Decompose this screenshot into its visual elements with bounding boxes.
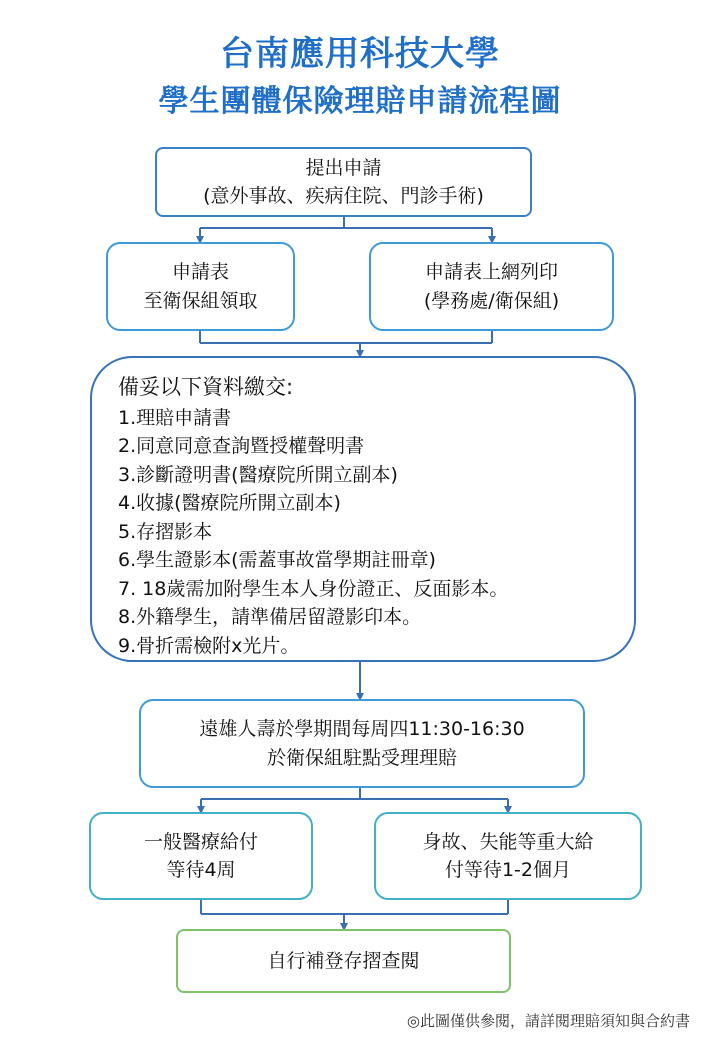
- step-form-print-line1: 申請表上網列印: [424, 261, 558, 283]
- title-flowchart: 學生團體保險理賠申請流程圖: [158, 84, 562, 119]
- step-service-hours: [139, 699, 585, 788]
- documents-heading: 備妥以下資料繳交:: [118, 375, 294, 399]
- step-form-pickup-line2: 至衛保組領取: [143, 289, 258, 312]
- step-major-payout: [374, 812, 642, 900]
- step-submit-application: [155, 147, 532, 217]
- step-final-line1: 自行補登存摺查閱: [267, 949, 420, 972]
- step-documents: [90, 356, 636, 662]
- documents-item: 4.收據(醫療院所開立副本): [118, 492, 341, 514]
- step-service-line1: 遠雄人壽於學期間每周四11:30-16:30: [199, 718, 525, 740]
- step-form-pickup-line1: 申請表: [171, 261, 229, 283]
- step-major-line2: 付等待1-2個月: [444, 859, 572, 881]
- footnote: ◎此圖僅供參閱，請詳閱理賠須知與合約書: [406, 1012, 690, 1030]
- step-submit-line1: 提出申請: [305, 156, 382, 179]
- step-general-line2: 等待4周: [166, 859, 236, 881]
- step-general-line1: 一般醫療給付: [143, 830, 258, 853]
- step-major-line1: 身故、失能等重大給: [422, 830, 594, 853]
- title-school: 台南應用科技大學: [220, 34, 500, 74]
- step-form-print-line2: (學務處/衛保組): [423, 289, 560, 312]
- documents-item: 8.外籍學生，請準備居留證影印本。: [118, 606, 422, 628]
- documents-item: 2.同意同意查詢暨授權聲明書: [118, 435, 365, 457]
- documents-item: 3.診斷證明書(醫療院所開立副本): [118, 463, 398, 486]
- step-form-pickup: [106, 242, 295, 331]
- documents-item: 1.理賠申請書: [118, 406, 232, 429]
- step-general-medical: [89, 812, 313, 900]
- documents-item: 5.存摺影本: [118, 520, 213, 543]
- step-form-print: [369, 242, 614, 331]
- step-submit-line2: (意外事故、疾病住院、門診手術): [203, 185, 484, 207]
- documents-item: 9.骨折需檢附x光片。: [118, 634, 300, 657]
- step-check-passbook: [176, 929, 511, 993]
- documents-item: 6.學生證影本(需蓋事故當學期註冊章): [118, 549, 436, 571]
- documents-item: 7. 18歲需加附學生本人身份證正、反面影本。: [118, 577, 509, 600]
- step-service-line2: 於衛保組駐點受理理賠: [266, 746, 457, 769]
